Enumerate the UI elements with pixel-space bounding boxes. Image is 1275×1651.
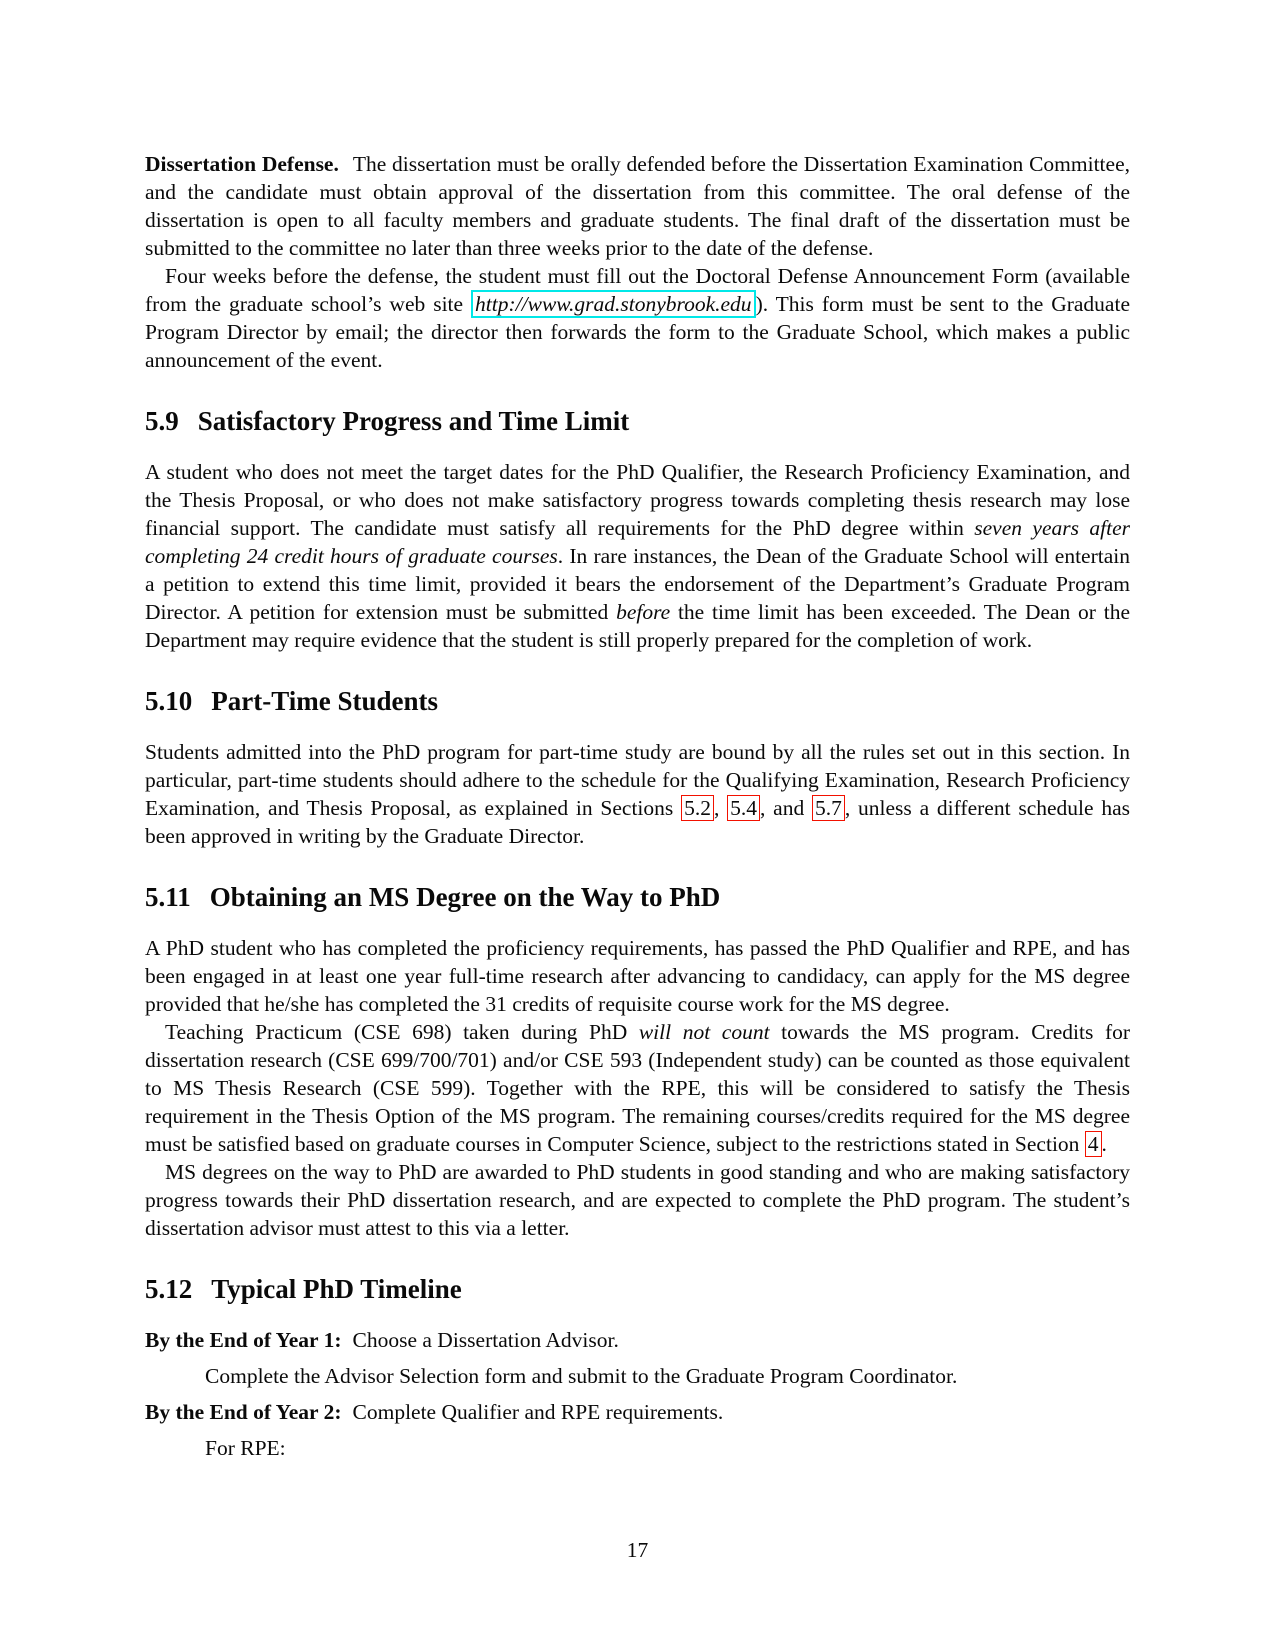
page-text-column (145, 150, 1130, 1462)
timeline-year-1-item (145, 1326, 1130, 1354)
timeline-year-1-label: By the End of Year 1: (145, 1328, 342, 1352)
section-5-12-title: Typical PhD Timeline (211, 1274, 462, 1304)
paragraph-dissertation-defense (145, 150, 1130, 262)
section-heading-5-10 (145, 684, 1130, 718)
section-5-9-number: 5.9 (145, 406, 179, 436)
paragraph-ms-degree-awarding (145, 1158, 1130, 1242)
part-time-text-1: Students admitted into the PhD program for part-time study are bound by all the rules set out in this section. In particular, part-time students should adhere to the schedule for the Qualifying Examination, Research Proficiency Examination, and Thesis Proposal, as explained in Sections (145, 740, 1130, 820)
part-time-text-3: , and (759, 796, 812, 820)
timeline-year-2-label: By the End of Year 2: (145, 1400, 342, 1424)
grad-school-url-link[interactable] (471, 290, 756, 318)
section-ref-5-4[interactable]: 5.4 (727, 795, 760, 821)
timeline-year-2-item (145, 1398, 1130, 1426)
announcement-text-after-link: ). This form must be sent to the Graduate Program Director by email; the director then forwards the form to the Graduate School, which makes a public announcement of the event. (145, 292, 1130, 372)
dissertation-defense-body-text: The dissertation must be orally defended before the Dissertation Examination Committee, and the candidate must obtain approval of the dissertation from this committee. The oral defense of the dissertation is open to all faculty members and graduate students. The final draft of the dissertation must be submitted to the committee no later than three weeks prior to the date of the defense. (145, 152, 1130, 260)
section-5-10-title: Part-Time Students (211, 686, 438, 716)
ms-degree-eligibility-text: A PhD student who has completed the proficiency requirements, has passed the PhD Qualifier and RPE, and has been engaged in at least one year full-time research after advancing to candidacy, can apply for the MS degree provided that he/she has completed the 31 credits of requisite course work for the MS degree. (145, 936, 1130, 1016)
will-not-count-italic-phrase: will not count (638, 1020, 770, 1044)
announcement-text-before-link: Four weeks before the defense, the student must fill out the Doctoral Defense Announcement Form (available from the graduate school’s web site (145, 264, 1130, 316)
paragraph-part-time-students (145, 738, 1130, 850)
section-5-9-title: Satisfactory Progress and Time Limit (197, 406, 630, 436)
paragraph-satisfactory-progress (145, 458, 1130, 654)
ms-credits-text-1: Teaching Practicum (CSE 698) taken during PhD (165, 1020, 639, 1044)
ms-credits-text-2: towards the MS program. Credits for dissertation research (CSE 699/700/701) and/or CSE 593 (Independent study) can be counted as those equivalent to MS Thesis Research (CSE 599). Together with the RPE, this will be considered to satisfy the Thesis requirement in the Thesis Option of the MS program. The remaining courses/credits required for the MS degree must be satisfied based on graduate courses in Computer Science, subject to the restrictions stated in Section (145, 1020, 1131, 1156)
ms-awarding-text: MS degrees on the way to PhD are awarded to PhD students in good standing and who are making satisfactory progress towards their PhD dissertation research, and are expected to complete the PhD program. The student’s dissertation advisor must attest to this via a letter. (145, 1160, 1130, 1240)
timeline-year-2-detail: For RPE: (205, 1436, 286, 1460)
part-time-text-4: , unless a different schedule has been approved in writing by the Graduate Director. (145, 796, 1131, 848)
section-heading-5-12 (145, 1272, 1130, 1306)
part-time-text-2: , (713, 796, 728, 820)
section-ref-5-2[interactable]: 5.2 (681, 795, 714, 821)
section-ref-5-7[interactable]: 5.7 (812, 795, 845, 821)
before-italic-word: before (616, 600, 671, 624)
timeline-year-2-text: Complete Qualifier and RPE requirements. (352, 1400, 724, 1424)
section-5-12-number: 5.12 (145, 1274, 193, 1304)
section-heading-5-11 (145, 880, 1130, 914)
dissertation-defense-run-in-heading: Dissertation Defense. (145, 152, 339, 176)
satisfactory-progress-text-2: . In rare instances, the Dean of the Graduate School will entertain a petition to extend this time limit, provided it bears the endorsement of the Department’s Graduate Program Director. A petition for extension must be submitted (145, 544, 1130, 624)
section-ref-4[interactable]: 4 (1085, 1131, 1102, 1157)
seven-years-italic-phrase: seven years after completing 24 credit hours of graduate courses (145, 516, 1131, 568)
paragraph-ms-degree-eligibility (145, 934, 1130, 1018)
page-number: 17 (626, 1538, 649, 1562)
ms-credits-text-3: . (1101, 1132, 1107, 1156)
timeline-year-1-text: Choose a Dissertation Advisor. (352, 1328, 619, 1352)
satisfactory-progress-text-1: A student who does not meet the target dates for the PhD Qualifier, the Research Proficiency Examination, and the Thesis Proposal, or who does not make satisfactory progress towards completing thesis research may lose financial support. The candidate must satisfy all requirements for the PhD degree within (145, 460, 1130, 540)
satisfactory-progress-text-3: the time limit has been exceeded. The Dean or the Department may require evidence that the student is still properly prepared for the completion of work. (145, 600, 1130, 652)
paragraph-ms-degree-credits (145, 1018, 1130, 1158)
paragraph-defense-announcement (145, 262, 1130, 374)
section-5-11-title: Obtaining an MS Degree on the Way to PhD (209, 882, 721, 912)
section-5-11-number: 5.11 (145, 882, 191, 912)
section-5-10-number: 5.10 (145, 686, 193, 716)
section-heading-5-9 (145, 404, 1130, 438)
grad-school-url-text: http://www.grad.stonybrook.edu (475, 292, 752, 316)
timeline-year-1-detail: Complete the Advisor Selection form and submit to the Graduate Program Coordinator. (205, 1364, 958, 1388)
